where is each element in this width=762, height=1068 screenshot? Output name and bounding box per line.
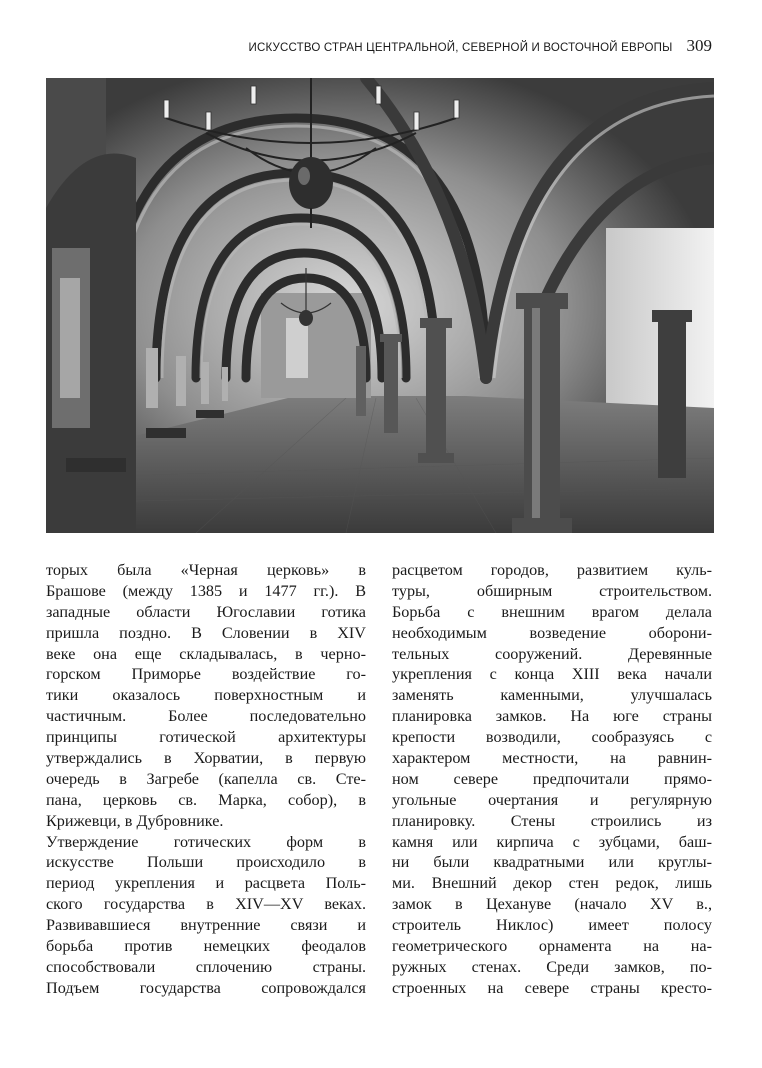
text-line: западные области Югославии готика	[46, 602, 366, 621]
text-line: ни были квадратными или круглы-	[392, 853, 712, 872]
text-line: способствовали сплочению страны.	[46, 957, 366, 976]
text-line: искусстве Польши происходило в	[46, 853, 366, 872]
text-line: ми. Внешний декор стен редок, лишь	[392, 874, 712, 893]
running-title: ИСКУССТВО СТРАН ЦЕНТРАЛЬНОЙ, СЕВЕРНОЙ И ВОСТОЧНОЙ ЕВРОПЫ	[248, 42, 673, 54]
text-line: борьба против немецких феодалов	[46, 937, 366, 956]
vaulted-hall-illustration	[46, 78, 714, 533]
running-head	[100, 36, 712, 58]
text-line: Крижевци, в Дубровнике.	[46, 811, 224, 830]
text-line: тельных сооружений. Деревянные	[392, 644, 712, 663]
text-line: частичным. Более последовательно	[46, 707, 366, 726]
text-line: торых была «Черная церковь» в	[46, 561, 366, 579]
text-line: строенных на севере страны кресто-	[392, 978, 712, 997]
text-line: пришла поздно. В Словении в XIV	[46, 623, 366, 642]
text-line: очередь в Загребе (капелла св. Сте-	[46, 769, 366, 788]
text-line: планировка замков. На юге страны	[392, 707, 712, 726]
text-column-left	[46, 560, 366, 999]
text-line: период укрепления и расцвета Поль-	[46, 874, 366, 893]
text-line: заменять каменными, улучшалась	[392, 686, 712, 705]
text-line: Утверждение готических форм в	[46, 832, 366, 851]
text-line: характером местности, на равнин-	[392, 749, 712, 768]
photo-gothic-vaulted-hall	[46, 78, 714, 533]
text-line: пана, церковь св. Марка, собор), в	[46, 790, 366, 809]
page-number: 309	[686, 36, 712, 55]
text-line: ружных стенах. Среди замков, по-	[392, 957, 712, 976]
text-line: ном севере предпочитали прямо-	[392, 769, 712, 788]
text-line: утверждались в Хорватии, в первую	[46, 749, 366, 768]
text-line: горском Приморье воздействие го-	[46, 665, 366, 684]
text-column-right	[392, 560, 712, 999]
text-line: принципы готической архитектуры	[46, 728, 366, 747]
text-line: планировку. Стены строились из	[392, 811, 712, 830]
text-line: замок в Цехануве (начало XV в.,	[392, 895, 712, 914]
text-line: Борьба с внешним врагом делала	[392, 602, 712, 621]
text-line: необходимым возведение оборони-	[392, 623, 712, 642]
text-line: геометрического орнамента на на-	[392, 937, 712, 956]
text-line: строитель Никлос) имеет полосу	[392, 916, 712, 935]
text-line: укрепления с конца XIII века начали	[392, 665, 712, 684]
text-line: камня или кирпича с зубцами, баш-	[392, 832, 712, 851]
text-line: Брашове (между 1385 и 1477 гг.). В	[46, 581, 366, 600]
text-line: расцветом городов, развитием куль-	[392, 561, 712, 579]
text-line: туры, обширным строительством.	[392, 581, 712, 600]
text-line: крепости возводили, сообразуясь с	[392, 728, 712, 747]
text-line: ского государства в XIV—XV веках.	[46, 895, 366, 914]
text-line: веке она еще складывалась, в черно-	[46, 644, 366, 663]
text-line: тики оказалось поверхностным и	[46, 686, 366, 705]
text-line: Подъем государства сопровождался	[46, 978, 366, 997]
text-line: угольные очертания и регулярную	[392, 790, 712, 809]
text-line: Развивавшиеся внутренние связи и	[46, 916, 366, 935]
